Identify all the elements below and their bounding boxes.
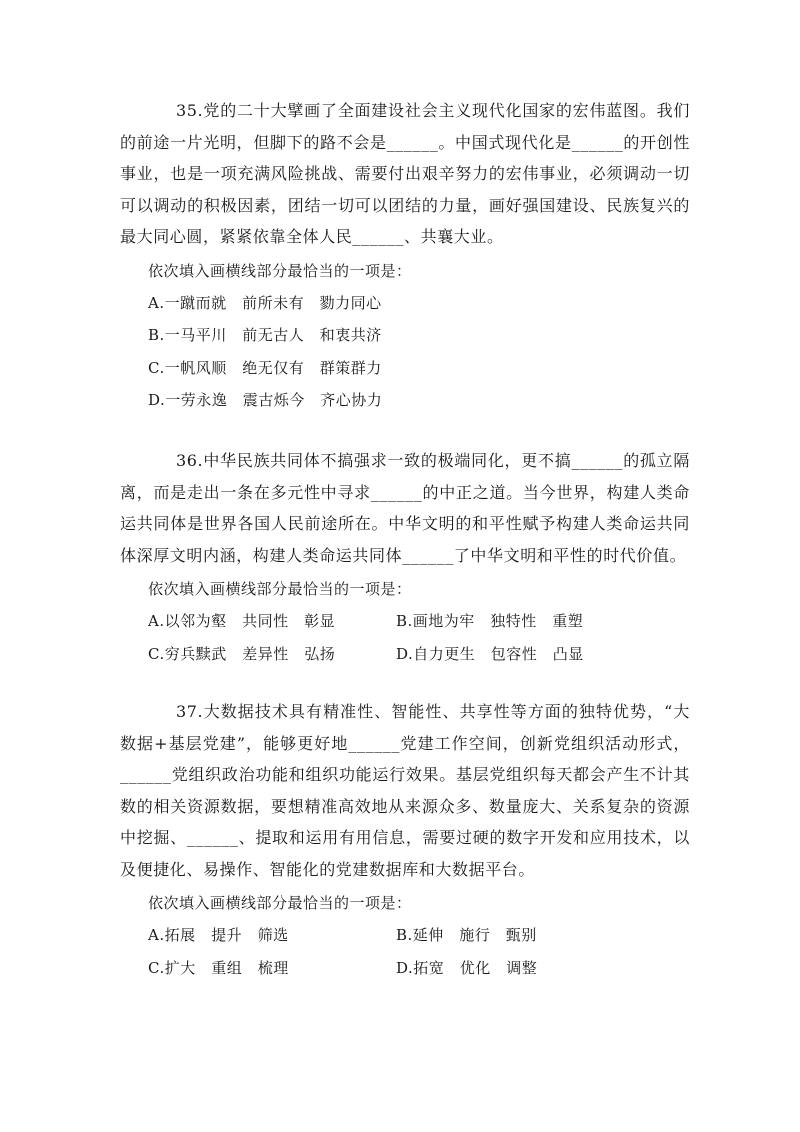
option-d: D.一劳永逸 震古烁今 齐心协力 xyxy=(148,391,383,409)
options-grid xyxy=(148,605,690,670)
question-37 xyxy=(120,696,690,984)
option-d: D.拓宽 优化 调整 xyxy=(396,958,538,977)
option-c: C.穷兵黩武 差异性 弘扬 xyxy=(148,644,336,663)
option-a: A.一蹴而就 前所未有 勠力同心 xyxy=(148,293,382,312)
options-grid xyxy=(148,919,690,984)
question-prompt: 依次填入画横线部分最恰当的一项是： xyxy=(148,894,412,912)
option-b: B.延伸 施行 甄别 xyxy=(396,926,537,944)
question-stem: 35.党的二十大擘画了全面建设社会主义现代化国家的宏伟蓝图。我们的前途一片光明，但脚下的路不会是______。中国式现代化是______的开创性事业，也是一项充满风险挑战、需要付出艰辛努力的宏伟事业，必须调动一切可以调动的积极因素，团结一切可以团结的力量，画好强国建设、民族复兴的最大同心圆，紧紧依靠全体人民______、共襄大业。 xyxy=(120,101,690,246)
options-list xyxy=(148,287,690,417)
option-d: D.自力更生 包容性 凸显 xyxy=(396,644,584,663)
option-a: A.以邻为壑 共同性 彰显 xyxy=(148,612,336,630)
question-36 xyxy=(120,445,690,670)
option-a: A.拓展 提升 筛选 xyxy=(148,926,289,944)
question-35 xyxy=(120,95,690,417)
question-prompt: 依次填入画横线部分最恰当的一项是： xyxy=(148,580,412,598)
option-b: B.一马平川 前无古人 和衷共济 xyxy=(148,326,382,344)
option-b: B.画地为牢 独特性 重塑 xyxy=(396,612,584,630)
question-stem: 37.大数据技术具有精准性、智能性、共享性等方面的独特优势，“大数据+基层党建”，能够更好地______党建工作空间，创新党组织活动形式，______党组织政治功能和组织功能运行效果。基层党组织每天都会产生不计其数的相关资源数据，要想精准高效地从来源众多、数量庞大、关系复杂的资源中挖掘、______、提取和运用有用信息，需要过硬的数字开发和应用技术，以及便捷化、易操作、智能化的党建数据库和大数据平台。 xyxy=(120,702,690,879)
question-stem: 36.中华民族共同体不搞强求一致的极端同化，更不搞______的孤立隔离，而是走出一条在多元性中寻求______的中正之道。当今世界，构建人类命运共同体是世界各国人民前途所在。中华文明的和平性赋予构建人类命运共同体深厚文明内涵，构建人类命运共同体______了中华文明和平性的时代价值。 xyxy=(120,451,690,565)
option-c: C.扩大 重组 梳理 xyxy=(148,958,289,977)
question-prompt: 依次填入画横线部分最恰当的一项是： xyxy=(148,261,412,280)
option-c: C.一帆风顺 绝无仅有 群策群力 xyxy=(148,358,382,377)
